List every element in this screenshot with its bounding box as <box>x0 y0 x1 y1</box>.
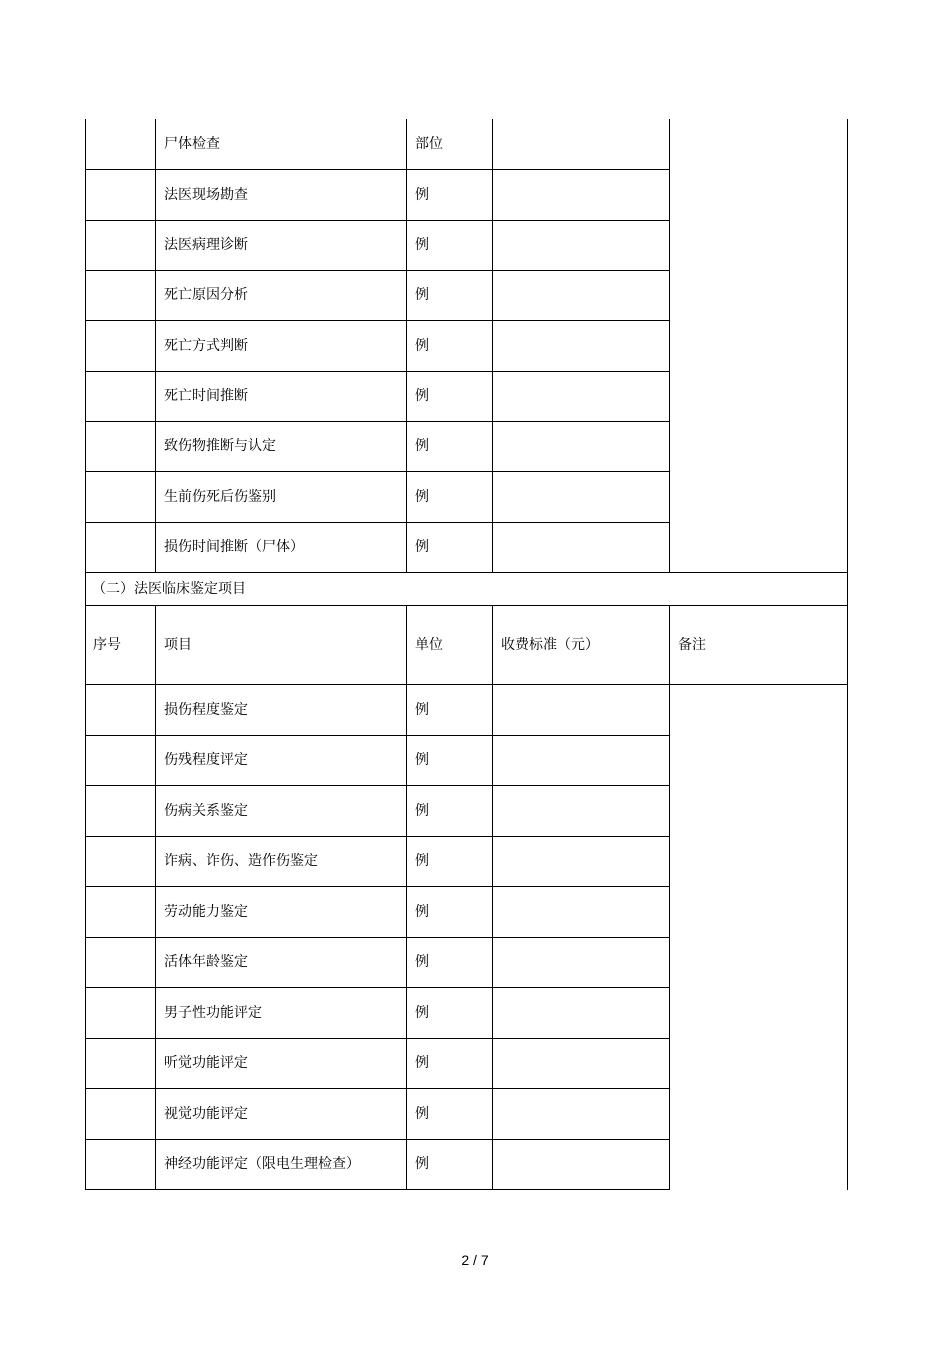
column-border <box>155 605 156 685</box>
item-cell: 视觉功能评定 <box>164 1105 248 1122</box>
column-border <box>85 119 86 573</box>
column-border <box>85 572 86 606</box>
column-border <box>492 119 493 573</box>
header-item: 项目 <box>164 636 192 653</box>
column-border <box>669 605 670 685</box>
item-cell: 神经功能评定（限电生理检查） <box>164 1156 360 1172</box>
unit-cell: 例 <box>415 752 429 768</box>
header-fee: 收费标准（元） <box>501 636 599 653</box>
item-cell: 尸体检查 <box>164 136 220 152</box>
item-cell: 损伤程度鉴定 <box>164 701 248 718</box>
item-cell: 死亡原因分析 <box>164 287 248 303</box>
column-border <box>85 684 86 1190</box>
unit-cell: 例 <box>415 287 429 303</box>
header-unit: 单位 <box>415 636 443 653</box>
table-bottom-border <box>85 1189 670 1190</box>
item-cell: 法医现场勘查 <box>164 186 248 203</box>
column-border <box>492 684 493 1190</box>
item-cell: 致伤物推断与认定 <box>164 438 276 454</box>
section-title: （二）法医临床鉴定项目 <box>92 580 246 597</box>
unit-cell: 例 <box>415 539 429 555</box>
column-border <box>406 119 407 573</box>
column-border <box>85 605 86 685</box>
column-border <box>406 684 407 1190</box>
page-number: 2 / 7 <box>461 1252 489 1268</box>
item-cell: 死亡时间推断 <box>164 388 248 404</box>
item-cell: 听觉功能评定 <box>164 1055 248 1071</box>
item-cell: 损伤时间推断（尸体） <box>164 539 304 555</box>
item-cell: 法医病理诊断 <box>164 237 248 253</box>
column-border <box>492 605 493 685</box>
item-cell: 伤残程度评定 <box>164 752 248 768</box>
unit-cell: 例 <box>415 701 429 718</box>
unit-cell: 例 <box>415 438 429 454</box>
unit-cell: 例 <box>415 1055 429 1071</box>
item-cell: 生前伤死后伤鉴别 <box>164 488 276 505</box>
unit-cell: 例 <box>415 1156 429 1172</box>
item-cell: 伤病关系鉴定 <box>164 802 248 819</box>
column-border <box>847 605 848 685</box>
column-border <box>406 605 407 685</box>
header-seq: 序号 <box>93 636 121 653</box>
unit-cell: 例 <box>415 337 429 354</box>
column-border <box>669 684 670 1190</box>
unit-cell: 例 <box>415 488 429 505</box>
unit-cell: 例 <box>415 1105 429 1122</box>
column-border <box>847 684 848 1190</box>
column-border <box>155 684 156 1190</box>
unit-cell: 例 <box>415 853 429 869</box>
column-border <box>847 119 848 573</box>
column-border <box>155 119 156 573</box>
unit-cell: 例 <box>415 903 429 920</box>
unit-cell: 例 <box>415 388 429 404</box>
unit-cell: 例 <box>415 186 429 203</box>
item-cell: 诈病、诈伤、造作伤鉴定 <box>164 853 318 869</box>
unit-cell: 例 <box>415 802 429 819</box>
column-border <box>847 572 848 606</box>
unit-cell: 例 <box>415 954 429 970</box>
unit-cell: 部位 <box>415 136 443 152</box>
item-cell: 死亡方式判断 <box>164 337 248 354</box>
column-border <box>669 119 670 573</box>
item-cell: 男子性功能评定 <box>164 1004 262 1021</box>
item-cell: 活体年龄鉴定 <box>164 954 248 970</box>
header-note: 备注 <box>678 636 706 653</box>
item-cell: 劳动能力鉴定 <box>164 903 248 920</box>
unit-cell: 例 <box>415 237 429 253</box>
unit-cell: 例 <box>415 1004 429 1021</box>
